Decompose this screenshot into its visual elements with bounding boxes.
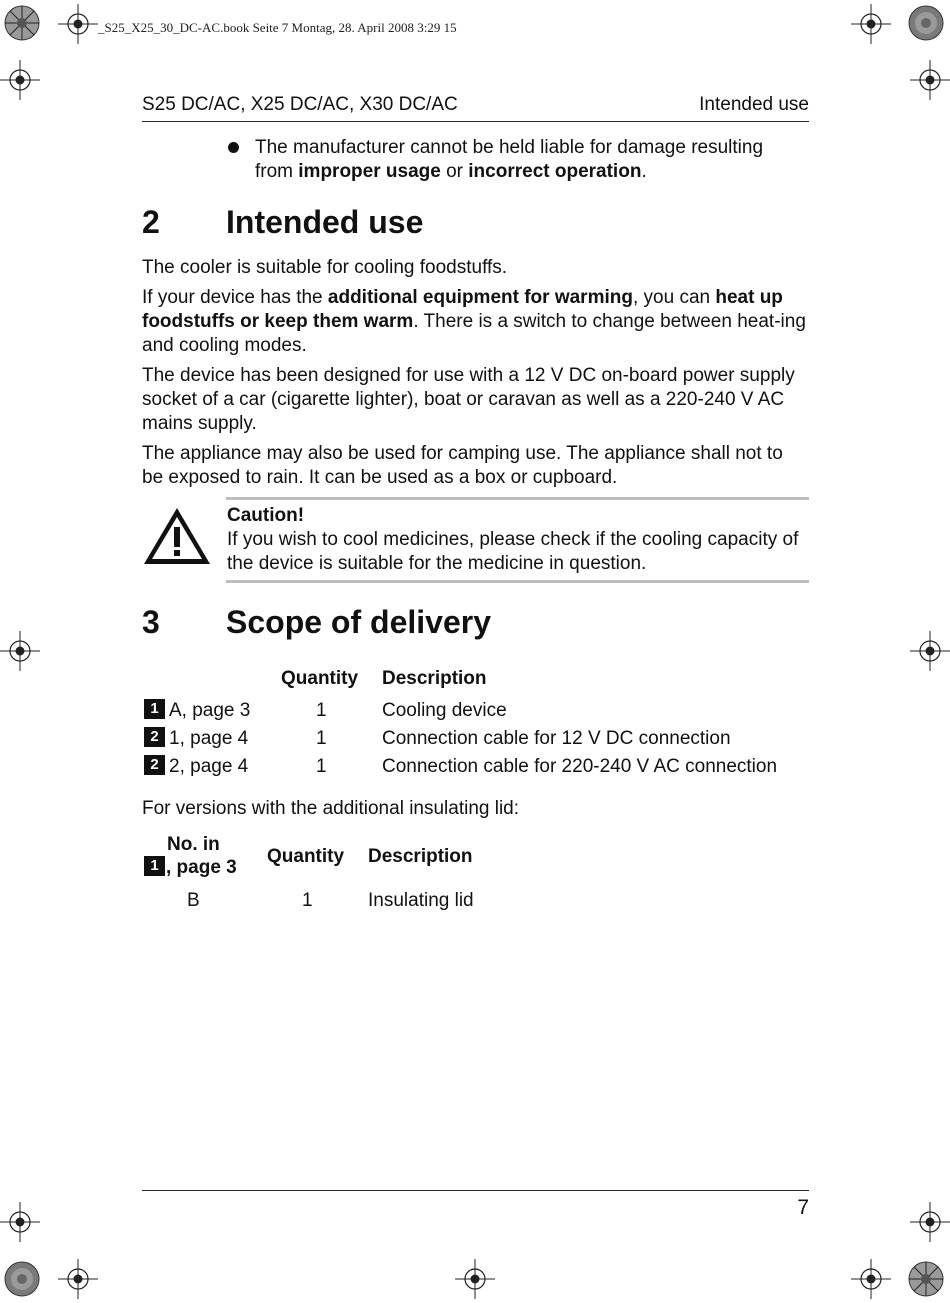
section-2-paragraph-2: If your device has the additional equipment for warming, you can heat up foodstuffs or keep them warm. There is a switch to change between heat-ing and cooling modes. — [142, 287, 806, 356]
table2-header-quantity: Quantity — [267, 846, 345, 867]
table2-row1-no: B — [187, 890, 200, 911]
table1-row3-desc: Connection cable for 220-240 V AC connection — [382, 756, 778, 777]
registration-mark-right-lower — [910, 1202, 950, 1242]
registration-mark-right-middle — [910, 631, 950, 671]
table2-header-description: Description — [368, 846, 473, 867]
section-2-paragraph-4: The appliance may also be used for camping use. The appliance shall not to be exposed to rain. It can be used as a box or cupboard. — [142, 443, 783, 488]
table2-header-figure-ref: 1 , page 3 — [144, 857, 237, 879]
bullet-dot-icon — [228, 142, 239, 153]
registration-mark-top-left — [58, 4, 98, 44]
versions-text: For versions with the additional insulating lid: — [142, 798, 520, 819]
table-row: 2 2, page 4 — [144, 756, 248, 778]
figure-number-badge: 1 — [144, 699, 165, 719]
table1-row1-desc: Cooling device — [382, 700, 507, 721]
table1-header-description: Description — [382, 668, 487, 689]
table-row: 2 1, page 4 — [144, 728, 248, 750]
table-row: 1 A, page 3 — [144, 700, 250, 722]
caution-title: Caution! — [227, 505, 305, 526]
figure-number-badge: 1 — [144, 856, 165, 876]
corner-wheel-icon-top-right — [907, 4, 945, 42]
warning-triangle-icon — [141, 505, 213, 567]
section-2-paragraph-3: The device has been designed for use with a 12 V DC on-board power supply socket of a car (cigarette lighter), boat or caravan as well as a 220-240 V AC mains supply. — [142, 365, 795, 434]
registration-mark-bottom-left — [58, 1259, 98, 1299]
corner-wheel-icon-bottom-left — [3, 1260, 41, 1298]
running-header-left: S25 DC/AC, X25 DC/AC, X30 DC/AC — [142, 94, 458, 115]
section-3-number: 3 — [142, 604, 160, 640]
registration-mark-top-right — [851, 4, 891, 44]
registration-mark-right-upper — [910, 60, 950, 100]
section-2-title: Intended use — [226, 204, 424, 240]
registration-mark-left-lower — [0, 1202, 40, 1242]
table1-row2-desc: Connection cable for 12 V DC connection — [382, 728, 731, 749]
registration-mark-left-upper — [0, 60, 40, 100]
section-3-title: Scope of delivery — [226, 604, 491, 640]
bullet-line-2: from improper usage or incorrect operation. — [255, 161, 647, 182]
corner-wheel-icon-bottom-right — [907, 1260, 945, 1298]
caution-bottom-rule — [226, 580, 809, 583]
table2-row1-desc: Insulating lid — [368, 890, 474, 911]
table1-row1-qty: 1 — [316, 700, 327, 721]
section-2-number: 2 — [142, 204, 160, 240]
caution-top-rule — [226, 497, 809, 500]
table1-row3-qty: 1 — [316, 756, 327, 777]
bullet-text — [255, 136, 815, 184]
header-rule — [142, 121, 809, 122]
figure-number-badge: 2 — [144, 755, 165, 775]
table2-header-no-in: No. in — [167, 834, 220, 855]
caution-text: If you wish to cool medicines, please check if the cooling capacity of the device is suitable for the medicine in question. — [227, 529, 799, 574]
bullet-line-1: The manufacturer cannot be held liable for damage resulting — [255, 137, 764, 158]
page-number: 7 — [797, 1196, 809, 1219]
print-slug: _S25_X25_30_DC-AC.book Seite 7 Montag, 28. April 2008 3:29 15 — [98, 20, 457, 35]
caution-block — [227, 504, 809, 576]
table2-row1-qty: 1 — [302, 890, 313, 911]
footer-rule — [142, 1190, 809, 1191]
figure-number-badge: 2 — [144, 727, 165, 747]
registration-mark-left-middle — [0, 631, 40, 671]
table1-header-quantity: Quantity — [281, 668, 359, 689]
registration-mark-bottom-center — [455, 1259, 495, 1299]
corner-wheel-icon-top-left — [3, 4, 41, 42]
table1-row2-qty: 1 — [316, 728, 327, 749]
running-header-right: Intended use — [699, 94, 809, 115]
section-2-paragraph-1: The cooler is suitable for cooling foodstuffs. — [142, 257, 508, 278]
registration-mark-bottom-right — [851, 1259, 891, 1299]
